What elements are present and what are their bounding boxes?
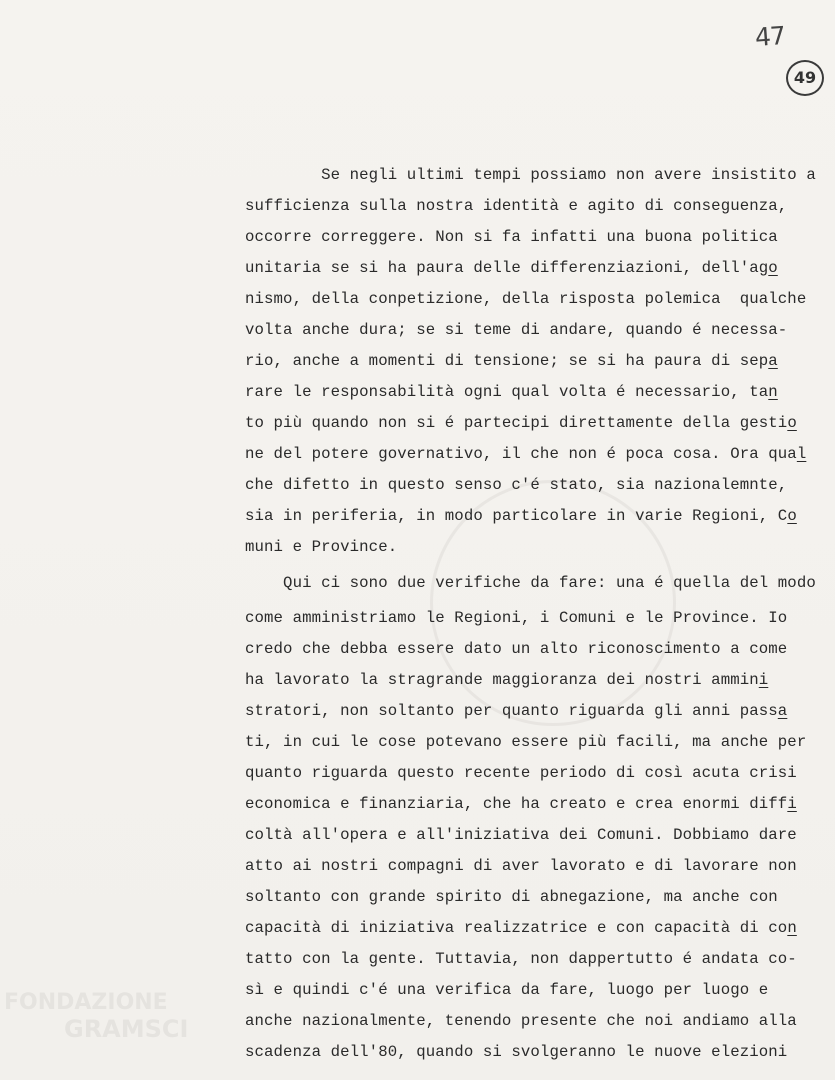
text-line bbox=[245, 913, 825, 944]
text-line bbox=[245, 253, 825, 284]
text-segment: rio, anche a momenti di tensione; se si ha paura di sep bbox=[245, 352, 769, 370]
text-line bbox=[245, 975, 825, 1006]
underlined-hyphen-char: o bbox=[768, 259, 778, 277]
text-line bbox=[245, 315, 825, 346]
text-segment: occorre correggere. Non si fa infatti una buona politica bbox=[245, 228, 778, 246]
text-segment: coltà all'opera e all'iniziativa dei Comuni. Dobbiamo dare bbox=[245, 826, 797, 844]
archive-watermark bbox=[4, 990, 209, 1050]
text-segment: volta anche dura; se si teme di andare, quando é necessa- bbox=[245, 321, 788, 339]
underlined-hyphen-char: l bbox=[796, 445, 807, 463]
text-line bbox=[245, 696, 825, 727]
text-line bbox=[245, 439, 825, 470]
text-line bbox=[245, 944, 825, 975]
text-segment: unitaria se si ha paura delle differenziazioni, dell'ag bbox=[245, 259, 769, 277]
watermark-line-2: GRAMSCI bbox=[64, 1015, 189, 1043]
text-line bbox=[245, 346, 825, 377]
text-line bbox=[245, 882, 825, 913]
text-line bbox=[245, 1037, 825, 1068]
text-line bbox=[245, 603, 825, 634]
underlined-hyphen-char: i bbox=[787, 795, 797, 813]
text-segment: scadenza dell'80, quando si svolgeranno le nuove elezioni bbox=[245, 1043, 788, 1061]
text-line bbox=[245, 222, 825, 253]
text-segment: quanto riguarda questo recente periodo di così acuta crisi bbox=[245, 764, 797, 782]
text-segment: soltanto con grande spirito di abnegazione, ma anche con bbox=[245, 888, 778, 906]
text-segment: sufficienza sulla nostra identità e agito di conseguenza, bbox=[245, 197, 788, 215]
text-segment: Qui ci sono due verifiche da fare: una é quella del modo bbox=[245, 574, 816, 592]
text-segment: ne del potere governativo, il che non é poca cosa. Ora qua bbox=[245, 445, 797, 463]
text-segment: nismo, della conpetizione, della risposta polemica qualche bbox=[245, 290, 807, 308]
text-segment: come amministriamo le Regioni, i Comuni e le Province. Io bbox=[245, 609, 788, 627]
circled-page-number: 49 bbox=[786, 60, 824, 96]
text-line bbox=[245, 408, 825, 439]
underlined-hyphen-char: n bbox=[768, 383, 778, 401]
text-segment: sia in periferia, in modo particolare in varie Regioni, C bbox=[245, 507, 788, 525]
text-line bbox=[245, 851, 825, 882]
text-segment: che difetto in questo senso c'é stato, sia nazionalemnte, bbox=[245, 476, 788, 494]
text-segment: sì e quindi c'é una verifica da fare, luogo per luogo e bbox=[245, 981, 769, 999]
watermark-line-1: FONDAZIONE bbox=[4, 990, 168, 1015]
text-segment: economica e finanziaria, che ha creato e crea enormi diff bbox=[245, 795, 788, 813]
text-segment: capacità di iniziativa realizzatrice e con capacità di co bbox=[245, 919, 788, 937]
text-segment: rare le responsabilità ogni qual volta é necessario, ta bbox=[245, 383, 769, 401]
text-line bbox=[245, 160, 825, 191]
text-segment: credo che debba essere dato un alto riconoscimento a come bbox=[245, 640, 788, 658]
text-line bbox=[245, 532, 825, 563]
text-segment: muni e Province. bbox=[245, 538, 398, 556]
text-line bbox=[245, 1006, 825, 1037]
underlined-hyphen-char: o bbox=[787, 414, 797, 432]
typed-text-body bbox=[245, 160, 825, 1068]
text-segment: ti, in cui le cose potevano essere più facili, ma anche per bbox=[245, 733, 807, 751]
text-line bbox=[245, 284, 825, 315]
underlined-hyphen-char: a bbox=[777, 702, 788, 720]
underlined-hyphen-char: n bbox=[787, 919, 797, 937]
text-line bbox=[245, 727, 825, 758]
text-line bbox=[245, 501, 825, 532]
text-segment: atto ai nostri compagni di aver lavorato e di lavorare non bbox=[245, 857, 797, 875]
text-segment: tatto con la gente. Tuttavia, non dappertutto é andata co- bbox=[245, 950, 797, 968]
text-line bbox=[245, 191, 825, 222]
text-line bbox=[245, 563, 825, 603]
text-segment: Se negli ultimi tempi possiamo non avere insistito a bbox=[245, 166, 816, 184]
text-line bbox=[245, 470, 825, 501]
text-segment: to più quando non si é partecipi direttamente della gesti bbox=[245, 414, 788, 432]
text-segment: ha lavorato la stragrande maggioranza dei nostri ammin bbox=[245, 671, 759, 689]
underlined-hyphen-char: a bbox=[768, 352, 778, 370]
text-line bbox=[245, 634, 825, 665]
text-segment: stratori, non soltanto per quanto riguarda gli anni pass bbox=[245, 702, 778, 720]
underlined-hyphen-char: o bbox=[787, 507, 797, 525]
text-line bbox=[245, 820, 825, 851]
text-segment: anche nazionalmente, tenendo presente che noi andiamo alla bbox=[245, 1012, 797, 1030]
underlined-hyphen-char: i bbox=[758, 671, 769, 689]
handwritten-page-number: 47 bbox=[754, 20, 786, 53]
text-line bbox=[245, 377, 825, 408]
text-line bbox=[245, 758, 825, 789]
text-line bbox=[245, 665, 825, 696]
text-line bbox=[245, 789, 825, 820]
